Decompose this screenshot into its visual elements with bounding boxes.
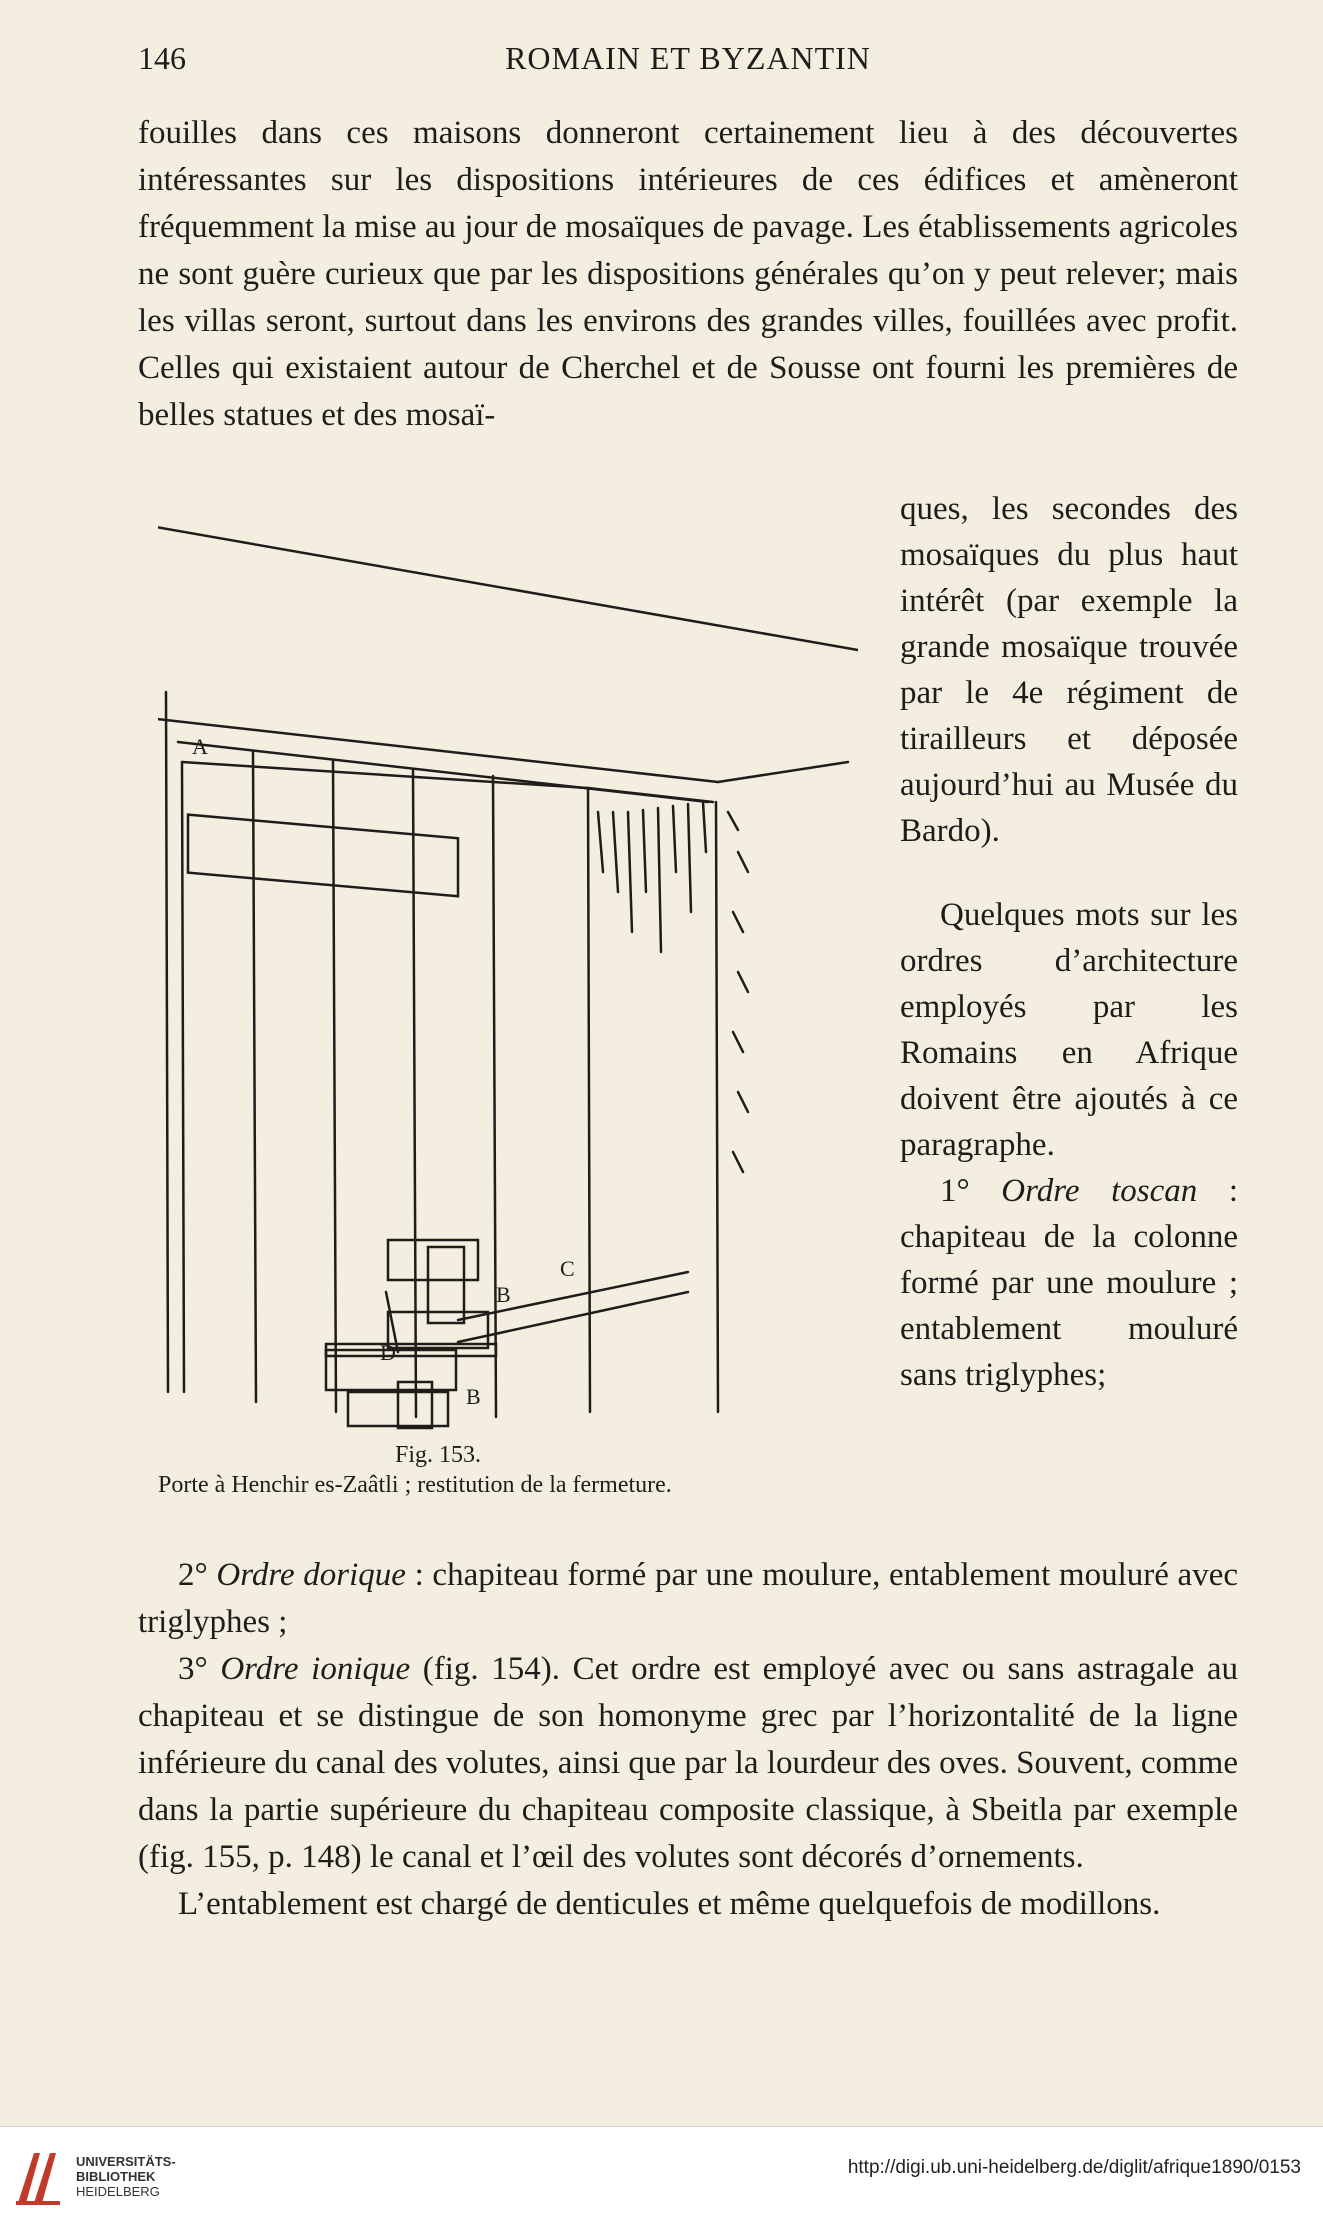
library-name-line-3: HEIDELBERG [76, 2184, 160, 2199]
label-a: A [192, 734, 208, 759]
closing-paragraph: L’entablement est chargé de denticules et même quelquefois de modillons. [178, 1886, 1161, 1922]
viewer-footer [0, 2126, 1323, 2227]
opening-paragraph-block [138, 110, 1238, 439]
library-logo-icon [14, 2147, 66, 2207]
opening-paragraph: fouilles dans ces maisons donneront certainement lieu à des découvertes intéressantes sur les dispositions intérieures de ces édifices et amèneront fréquemment la mise au jour de mosaïques de pavage. Les établissements agricoles ne sont guère curieux que par les dispositions générales qu’on y peut relever; mais les villas seront, surtout dans les environs des grandes villes, fouillées avec profit. Celles qui existaient autour de Cherchel et de Sousse ont fourni les premières de belles statues et des mosaï- [138, 115, 1238, 433]
figure-number: Fig. 153. [394, 1442, 481, 1468]
page-number: 146 [138, 40, 186, 76]
figure-153 [158, 512, 858, 1498]
order-2-name: Ordre dorique [216, 1557, 406, 1593]
order-2-number: 2° [178, 1557, 217, 1593]
label-b-lower: B [466, 1384, 481, 1409]
order-1-text: : chapiteau de la colonne formé par une moulure ; entablement mouluré sans triglyphes; [900, 1173, 1239, 1393]
order-2 [138, 1552, 1238, 1646]
order-1 [900, 1168, 1238, 1398]
order-3-name: Ordre ionique [220, 1651, 411, 1687]
label-b-upper: B [496, 1282, 511, 1307]
running-head: ROMAIN ET BYZANTIN [505, 40, 871, 76]
library-name-line-2: BIBLIOTHEK [76, 2169, 156, 2184]
library-name-line-1: UNIVERSITÄTS- [76, 2154, 176, 2169]
order-3 [138, 1646, 1238, 1881]
label-c: C [560, 1256, 575, 1281]
order-3-text: (fig. 154). Cet ordre est employé avec ou sans astragale au chapiteau et se distingue de son homonyme grec par l’horizontalité de la ligne inférieure du canal des volutes, ainsi que par la lourdeur des oves. Souvent, comme dans la partie supérieure du chapiteau composite classique, à Sbeitla par exemple (fig. 155, p. 148) le canal et l’œil des volutes sont décorés d’ornements. [138, 1651, 1239, 1875]
order-2-text: : chapiteau formé par une moulure, entablement mouluré avec triglyphes ; [138, 1557, 1238, 1640]
label-d: D [380, 1340, 396, 1365]
side-column [900, 486, 1238, 1398]
order-1-name: Ordre toscan [1001, 1173, 1198, 1209]
permalink-url[interactable]: http://digi.ub.uni-heidelberg.de/diglit/afrique1890/0153 [847, 2157, 1301, 2178]
library-name [76, 2154, 176, 2199]
figure-caption: Porte à Henchir es-Zaâtli ; restitution de la fermeture. [158, 1472, 672, 1498]
lower-text-block [138, 1552, 1238, 1928]
order-3-number: 3° [178, 1651, 221, 1687]
door-illustration [158, 512, 858, 1432]
page-header [138, 40, 1238, 80]
order-1-number: 1° [940, 1173, 1002, 1209]
side-continuation: ques, les secondes des mosaïques du plus haut intérêt (par exemple la grande mosaïque trouvée par le 4e régiment de tirailleurs et déposée aujourd’hui au Musée du Bardo). [900, 491, 1238, 849]
orders-intro: Quelques mots sur les ordres d’architecture employés par les Romains en Afrique doivent être ajoutés à ce paragraphe. [900, 897, 1238, 1163]
